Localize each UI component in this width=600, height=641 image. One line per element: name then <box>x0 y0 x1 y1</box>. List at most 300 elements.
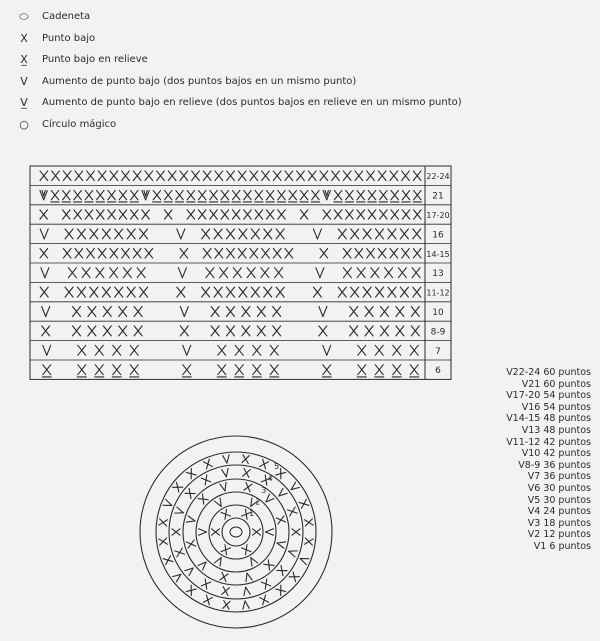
single-crochet-stitch <box>65 229 73 239</box>
relief-stitch <box>209 190 217 201</box>
single-crochet-stitch <box>242 455 249 464</box>
single-crochet-stitch <box>175 548 185 557</box>
increase-stitch <box>214 556 224 566</box>
relief-stitch <box>198 190 206 201</box>
single-crochet-stitch <box>74 210 81 219</box>
single-crochet-stitch <box>376 287 384 297</box>
single-crochet-stitch <box>63 210 70 219</box>
single-crochet-stitch <box>273 326 281 336</box>
row-label: 13 <box>432 269 444 280</box>
single-crochet-stitch <box>40 249 48 259</box>
single-crochet-stitch <box>251 229 259 239</box>
single-crochet-stitch <box>400 287 408 297</box>
single-crochet-stitch <box>398 268 406 278</box>
single-crochet-stitch <box>276 516 285 524</box>
single-crochet-stitch <box>85 210 92 219</box>
single-crochet-stitch <box>103 307 111 317</box>
single-crochet-stitch <box>98 249 106 259</box>
single-crochet-stitch <box>103 326 111 336</box>
single-crochet-stitch <box>222 587 230 596</box>
relief-stitch <box>277 190 285 201</box>
single-crochet-stitch <box>380 210 387 219</box>
relief-stitch <box>85 190 93 201</box>
single-crochet-stitch <box>180 171 188 181</box>
single-crochet-stitch <box>413 287 421 297</box>
single-crochet-stitch <box>262 249 270 259</box>
single-crochet-stitch <box>77 229 85 239</box>
single-crochet-stitch <box>202 287 210 297</box>
row-grid <box>30 166 451 379</box>
single-crochet-stitch <box>304 538 313 545</box>
single-crochet-stitch <box>110 268 118 278</box>
single-crochet-stitch <box>145 171 153 181</box>
single-crochet-stitch <box>257 307 265 317</box>
relief-stitch <box>379 190 387 201</box>
round-base-chart <box>140 436 332 628</box>
count-row <box>496 390 591 402</box>
row-label: 10 <box>432 308 444 318</box>
single-crochet-stitch <box>220 268 228 278</box>
relief-stitch <box>266 190 274 201</box>
single-crochet-stitch <box>203 249 211 259</box>
single-crochet-stitch <box>88 307 96 317</box>
single-crochet-stitch <box>163 556 173 565</box>
increase-stitch <box>220 482 228 491</box>
increase-stitch <box>319 307 327 317</box>
single-crochet-stitch <box>276 585 286 595</box>
single-crochet-stitch <box>186 469 196 479</box>
round-number: 4 <box>267 474 273 484</box>
single-crochet-stitch <box>97 210 104 219</box>
row-label: 14-15 <box>426 249 450 259</box>
single-crochet-stitch <box>221 210 228 219</box>
single-crochet-stitch <box>42 326 50 336</box>
single-crochet-stitch <box>140 287 148 297</box>
count-value: 48 puntos <box>543 424 591 436</box>
round-circle <box>209 505 263 559</box>
single-crochet-stitch <box>192 171 200 181</box>
single-crochet-stitch <box>304 519 313 526</box>
single-crochet-stitch <box>388 287 396 297</box>
count-row <box>496 483 591 495</box>
single-crochet-stitch <box>110 171 118 181</box>
single-crochet-stitch <box>388 229 396 239</box>
relief-stitch <box>164 190 172 201</box>
single-crochet-stitch <box>227 287 235 297</box>
single-crochet-stitch <box>253 529 261 535</box>
single-crochet-stitch <box>63 249 71 259</box>
single-crochet-stitch <box>350 326 358 336</box>
row-label: 16 <box>432 230 444 241</box>
single-crochet-stitch <box>411 326 419 336</box>
relief-single-crochet-icon: X̲ <box>20 53 28 67</box>
increase-stitch <box>185 566 195 576</box>
row-label: 6 <box>435 366 441 377</box>
count-row <box>496 402 591 414</box>
single-crochet-stitch <box>165 210 172 219</box>
grid-frame <box>30 166 451 379</box>
single-crochet-stitch <box>308 171 316 181</box>
single-crochet-stitch <box>264 229 272 239</box>
single-crochet-stitch <box>214 287 222 297</box>
increase-stitch <box>186 516 195 524</box>
single-crochet-stitch <box>357 210 364 219</box>
increase-stitch <box>242 600 249 609</box>
relief-stitch <box>175 190 183 201</box>
increase-stitch <box>313 229 321 239</box>
single-crochet-stitch <box>220 572 228 581</box>
relief-increase-stitch <box>142 190 149 199</box>
count-row-label: V21 <box>521 378 541 390</box>
single-crochet-stitch <box>261 268 269 278</box>
single-crochet-stitch <box>285 171 293 181</box>
single-crochet-stitch <box>376 229 384 239</box>
count-row <box>496 518 591 530</box>
single-crochet-stitch <box>289 572 299 582</box>
row-label: 8-9 <box>430 327 446 338</box>
single-crochet-stitch <box>90 287 98 297</box>
single-crochet-stitch <box>227 307 235 317</box>
increase-stitch <box>223 455 230 464</box>
single-crochet-stitch <box>390 249 398 259</box>
increase-stitch <box>199 529 207 535</box>
single-crochet-stitch <box>285 249 293 259</box>
single-crochet-stitch <box>90 229 98 239</box>
single-crochet-stitch <box>371 268 379 278</box>
single-crochet-stitch <box>300 210 307 219</box>
single-crochet-stitch <box>73 307 81 317</box>
increase-stitch <box>316 268 324 278</box>
single-crochet-stitch <box>75 249 83 259</box>
single-crochet-stitch <box>396 326 404 336</box>
single-crochet-stitch <box>365 307 373 317</box>
relief-stitch <box>375 365 384 377</box>
count-value: 54 puntos <box>543 390 591 402</box>
relief-stitch <box>232 190 240 201</box>
count-row-label: V13 <box>521 424 541 436</box>
round-circle <box>222 518 250 546</box>
single-crochet-stitch <box>173 482 183 492</box>
single-crochet-stitch <box>186 585 196 595</box>
single-crochet-stitch <box>123 268 131 278</box>
increase-stitch <box>299 556 309 565</box>
single-crochet-stitch <box>363 229 371 239</box>
relief-stitch <box>130 190 138 201</box>
chain-oval-icon: ⬭ <box>19 10 29 23</box>
relief-stitch <box>221 190 229 201</box>
single-crochet-stitch <box>391 210 398 219</box>
count-value: 18 puntos <box>543 517 591 529</box>
single-crochet-stitch <box>251 287 259 297</box>
single-crochet-stitch <box>142 210 149 219</box>
round-number: 3 <box>261 486 267 496</box>
increase-stitch <box>222 468 230 477</box>
count-row <box>496 471 591 483</box>
single-crochet-stitch <box>276 229 284 239</box>
single-crochet-stitch <box>273 307 281 317</box>
single-crochet-stitch <box>385 268 393 278</box>
single-crochet-stitch <box>185 488 195 498</box>
single-crochet-stitch <box>63 171 71 181</box>
increase-stitch <box>178 268 186 278</box>
single-crochet-stitch <box>113 345 121 355</box>
row-label: 17-20 <box>426 211 450 220</box>
single-crochet-stitch <box>65 287 73 297</box>
relief-stitch <box>73 190 81 201</box>
count-row <box>496 448 591 460</box>
relief-stitch <box>119 190 127 201</box>
count-value: 42 puntos <box>543 448 591 460</box>
single-crochet-stitch <box>250 249 258 259</box>
single-crochet-stitch <box>244 482 252 491</box>
single-crochet-stitch <box>122 171 130 181</box>
magic-ring <box>230 527 242 537</box>
single-crochet-stitch <box>235 345 243 355</box>
relief-stitch <box>243 190 251 201</box>
count-row <box>496 460 591 472</box>
relief-stitch <box>51 190 59 201</box>
single-crochet-stitch <box>206 268 214 278</box>
single-crochet-stitch <box>210 210 217 219</box>
single-crochet-stitch <box>402 210 409 219</box>
relief-stitch <box>270 365 279 377</box>
single-crochet-stitch <box>261 579 271 589</box>
count-row-label: V14-15 <box>506 413 541 425</box>
single-crochet-stitch <box>187 210 194 219</box>
single-crochet-stitch <box>73 326 81 336</box>
relief-stitch <box>182 365 191 377</box>
increase-stitch <box>40 229 48 239</box>
round-number: 5 <box>273 462 280 472</box>
single-crochet-stitch <box>115 287 123 297</box>
single-crochet-stitch <box>68 268 76 278</box>
single-crochet-x-icon: X <box>20 31 28 45</box>
legend-label: Aumento de punto bajo (dos puntos bajos en un mismo punto) <box>42 75 357 87</box>
increase-stitch <box>43 345 51 355</box>
single-crochet-stitch <box>119 307 127 317</box>
single-crochet-stitch <box>378 171 386 181</box>
single-crochet-stitch <box>365 326 373 336</box>
single-crochet-stitch <box>275 268 283 278</box>
single-crochet-stitch <box>264 560 274 570</box>
single-crochet-stitch <box>343 268 351 278</box>
single-crochet-stitch <box>400 229 408 239</box>
relief-stitch <box>130 365 139 377</box>
increase-stitch <box>248 556 258 566</box>
single-crochet-stitch <box>202 229 210 239</box>
single-crochet-stitch <box>334 210 341 219</box>
increase-stitch <box>175 507 185 516</box>
single-crochet-stitch <box>127 229 135 239</box>
count-row-label: V22-24 <box>506 367 541 378</box>
single-crochet-stitch <box>227 249 235 259</box>
relief-stitch <box>391 190 399 201</box>
increase-stitch <box>288 548 298 557</box>
single-crochet-stitch <box>413 171 421 181</box>
count-row-label: V8-9 <box>518 459 541 471</box>
relief-stitch <box>42 365 51 377</box>
single-crochet-stitch <box>221 509 231 519</box>
count-value: 60 puntos <box>543 378 591 390</box>
increase-stitch <box>289 482 299 492</box>
row-label: 21 <box>432 191 444 202</box>
single-crochet-stitch <box>242 307 250 317</box>
relief-increase-stitch <box>323 190 330 199</box>
increase-stitch <box>264 494 274 504</box>
single-crochet-stitch <box>40 171 48 181</box>
increase-stitch <box>214 498 224 508</box>
increase-stitch <box>243 587 251 596</box>
increase-stitch <box>276 540 285 548</box>
single-crochet-stitch <box>338 229 346 239</box>
count-value: 42 puntos <box>543 436 591 448</box>
single-crochet-stitch <box>270 345 278 355</box>
single-crochet-stitch <box>299 499 309 508</box>
single-crochet-stitch <box>82 268 90 278</box>
count-value: 30 puntos <box>543 482 591 494</box>
relief-stitch <box>96 190 104 201</box>
single-crochet-stitch <box>87 171 95 181</box>
single-crochet-stitch <box>95 345 103 355</box>
single-crochet-stitch <box>357 268 365 278</box>
increase-stitch <box>198 560 208 570</box>
single-crochet-stitch <box>411 307 419 317</box>
count-row <box>496 529 591 541</box>
single-crochet-stitch <box>320 171 328 181</box>
single-crochet-stitch <box>203 171 211 181</box>
relief-stitch <box>252 365 261 377</box>
increase-stitch <box>42 307 50 317</box>
single-crochet-stitch <box>221 545 231 555</box>
relief-stitch <box>95 365 104 377</box>
increase-stitch <box>183 345 191 355</box>
single-crochet-stitch <box>413 249 421 259</box>
relief-stitch <box>289 190 297 201</box>
single-crochet-stitch <box>338 287 346 297</box>
count-row <box>496 425 591 437</box>
single-crochet-stitch <box>75 171 83 181</box>
single-crochet-stitch <box>378 249 386 259</box>
single-crochet-stitch <box>96 268 104 278</box>
relief-stitch <box>153 190 161 201</box>
single-crochet-stitch <box>266 210 273 219</box>
count-row <box>496 541 591 553</box>
single-crochet-stitch <box>227 171 235 181</box>
single-crochet-stitch <box>381 307 389 317</box>
round-number: 2 <box>255 497 261 507</box>
count-row-label: V17-20 <box>506 390 541 402</box>
single-crochet-stitch <box>243 468 251 477</box>
relief-stitch <box>413 190 421 201</box>
single-crochet-stitch <box>276 287 284 297</box>
count-value: 60 puntos <box>543 367 591 378</box>
relief-stitch <box>217 365 226 377</box>
relief-stitch <box>107 190 115 201</box>
relief-stitch <box>77 365 86 377</box>
single-crochet-stitch <box>239 287 247 297</box>
single-crochet-stitch <box>288 507 298 516</box>
single-crochet-stitch <box>212 529 220 535</box>
single-crochet-stitch <box>201 475 211 485</box>
relief-stitch <box>62 190 70 201</box>
legend-label: Círculo mágico <box>42 118 117 130</box>
relief-stitch <box>255 190 263 201</box>
single-crochet-stitch <box>227 326 235 336</box>
count-row-label: V16 <box>521 401 541 413</box>
single-crochet-stitch <box>122 249 130 259</box>
increase-v-icon: V <box>20 74 28 88</box>
single-crochet-stitch <box>412 268 420 278</box>
single-crochet-stitch <box>215 171 223 181</box>
relief-stitch <box>322 365 331 377</box>
row-label: 11-12 <box>426 288 450 298</box>
single-crochet-stitch <box>264 287 272 297</box>
single-crochet-stitch <box>180 249 188 259</box>
single-crochet-stitch <box>319 326 327 336</box>
count-row-label: V10 <box>521 448 541 460</box>
single-crochet-stitch <box>172 529 180 535</box>
single-crochet-stitch <box>363 287 371 297</box>
count-value: 12 puntos <box>543 529 591 541</box>
single-crochet-stitch <box>157 171 165 181</box>
single-crochet-stitch <box>218 345 226 355</box>
single-crochet-stitch <box>260 595 269 605</box>
single-crochet-stitch <box>180 326 188 336</box>
increase-stitch <box>41 268 49 278</box>
single-crochet-stitch <box>343 171 351 181</box>
increase-stitch <box>177 229 185 239</box>
count-row <box>496 437 591 449</box>
single-crochet-stitch <box>390 171 398 181</box>
single-crochet-stitch <box>273 249 281 259</box>
increase-stitch <box>180 307 188 317</box>
legend-label: Punto bajo en relieve <box>42 54 148 66</box>
count-row <box>496 506 591 518</box>
single-crochet-stitch <box>177 287 185 297</box>
relief-increase-stitch <box>40 190 47 199</box>
single-crochet-stitch <box>88 326 96 336</box>
legend-label: Cadeneta <box>42 11 91 22</box>
row-label: 22-24 <box>426 172 450 182</box>
single-crochet-stitch <box>110 249 118 259</box>
single-crochet-stitch <box>134 326 142 336</box>
count-row <box>496 367 591 379</box>
single-crochet-stitch <box>410 345 418 355</box>
legend-label: Punto bajo <box>42 32 96 44</box>
single-crochet-stitch <box>368 210 375 219</box>
relief-stitch <box>112 365 121 377</box>
count-value: 36 puntos <box>543 459 591 471</box>
single-crochet-stitch <box>241 545 251 555</box>
single-crochet-stitch <box>242 326 250 336</box>
relief-stitch <box>368 190 376 201</box>
round-circle <box>156 452 316 612</box>
single-crochet-stitch <box>375 345 383 355</box>
single-crochet-stitch <box>351 229 359 239</box>
single-crochet-stitch <box>273 171 281 181</box>
single-crochet-stitch <box>233 268 241 278</box>
relief-stitch <box>410 365 419 377</box>
single-crochet-stitch <box>247 268 255 278</box>
count-row-label: V2 <box>527 529 541 541</box>
relief-stitch <box>392 365 401 377</box>
count-row-label: V3 <box>527 517 541 529</box>
single-crochet-stitch <box>292 529 300 535</box>
count-value: 36 puntos <box>543 471 591 483</box>
single-crochet-stitch <box>52 171 60 181</box>
single-crochet-stitch <box>214 229 222 239</box>
single-crochet-stitch <box>140 229 148 239</box>
